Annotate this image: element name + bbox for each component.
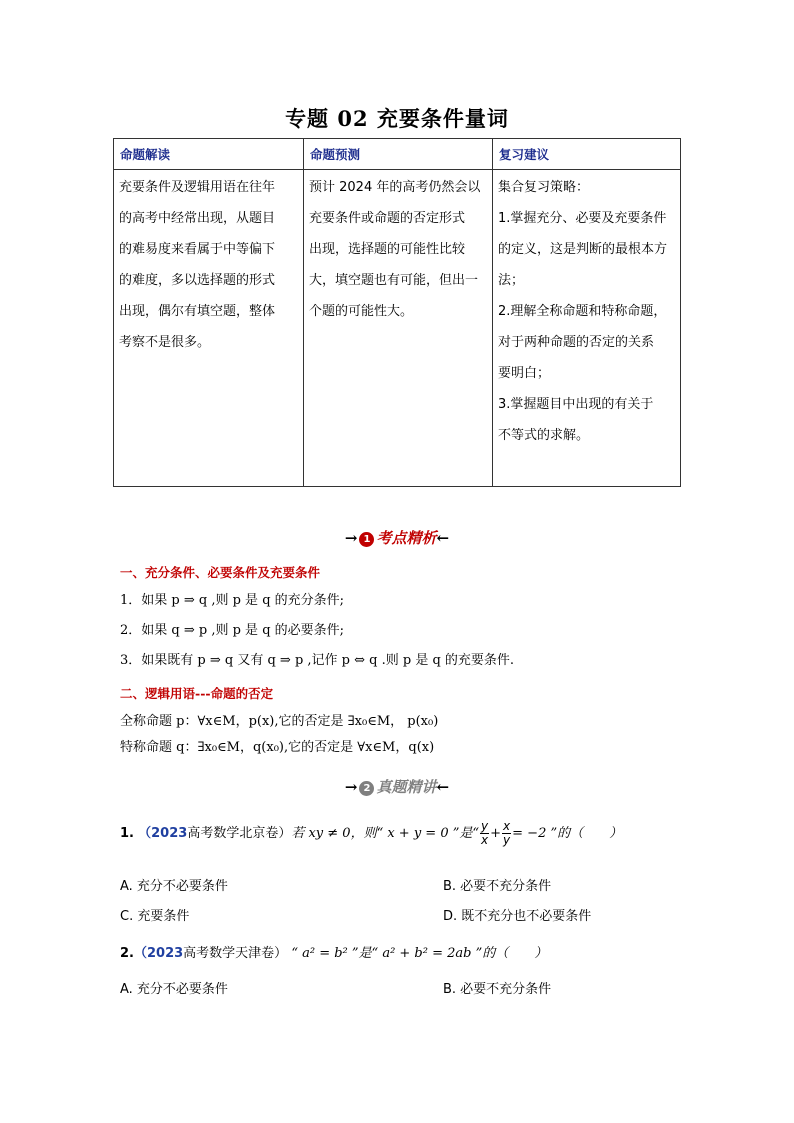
cell-text-line: 出现，偶尔有填空题，整体 bbox=[119, 304, 276, 319]
cell-text-line: 3.掌握题目中出现的有关于 bbox=[498, 397, 654, 412]
topic2-item: 全称命题 p：∀x∈M，p(x),它的否定是 ∃x₀∈M， p(x₀) bbox=[120, 714, 439, 729]
question-1-stem bbox=[120, 820, 622, 847]
cell-text-line: 的定义，这是判断的最根本方 bbox=[498, 242, 668, 257]
question-stem-part: 若 xy ≠ 0，则“ x + y = 0 ”是“ bbox=[291, 826, 480, 841]
arrow-left-icon: ← bbox=[436, 529, 450, 547]
fraction-y-over-x bbox=[480, 820, 489, 847]
option-b: B. 必要不充分条件 bbox=[443, 879, 552, 894]
cell-text-line: 1.掌握充分、必要及充要条件 bbox=[498, 211, 667, 226]
cell-text-line: 要明白； bbox=[498, 366, 551, 381]
table-row bbox=[114, 170, 681, 487]
table-header-row bbox=[114, 139, 681, 170]
fraction-denominator: y bbox=[503, 833, 511, 847]
cell-text-line: 对于两种命题的否定的关系 bbox=[498, 335, 655, 350]
question-number: 2. bbox=[120, 946, 134, 961]
question-source-year: （2023 bbox=[133, 946, 184, 961]
arrow-left-icon: ← bbox=[436, 778, 450, 796]
cell-text-line: 预计 2024 年的高考仍然会以 bbox=[309, 180, 481, 195]
cell-text-line: 法； bbox=[498, 273, 525, 288]
overview-table bbox=[113, 138, 681, 487]
question-source: 高考数学天津卷） bbox=[183, 946, 288, 961]
plus-sign: + bbox=[490, 826, 502, 841]
interpretation-cell bbox=[114, 170, 304, 487]
header-prediction: 命题预测 bbox=[304, 139, 493, 170]
cell-text-line: 充要条件及逻辑用语在往年 bbox=[119, 180, 276, 195]
section-label: 考点精析 bbox=[376, 529, 437, 547]
question-stem-part: “ a² = b² ”是“ a² + b² = 2ab ”的（ ） bbox=[291, 946, 548, 961]
question-number: 1. bbox=[120, 826, 134, 841]
fraction-numerator: y bbox=[481, 819, 489, 833]
topic1-item: 3．如果既有 p ⇒ q 又有 q ⇒ p ,记作 p ⇔ q .则 p 是 q 的充要条件. bbox=[120, 653, 515, 668]
page-title: 专题 02 充要条件量词 bbox=[285, 106, 509, 131]
topic1-item: 1．如果 p ⇒ q ,则 p 是 q 的充分条件; bbox=[120, 593, 345, 608]
section-heading-real-questions bbox=[0, 776, 794, 797]
review-advice-cell bbox=[493, 170, 681, 487]
topic2-item: 特称命题 q：∃x₀∈M，q(x₀),它的否定是 ∀x∈M，q(x) bbox=[120, 740, 435, 755]
question-2-stem bbox=[120, 942, 547, 961]
arrow-right-icon: → bbox=[344, 529, 358, 547]
cell-text-line: 考察不是很多。 bbox=[119, 335, 211, 350]
question-source: 高考数学北京卷） bbox=[187, 826, 292, 841]
cell-text-line: 集合复习策略： bbox=[498, 180, 590, 195]
cell-text-line: 不等式的求解。 bbox=[498, 428, 590, 443]
number-badge-icon: 1 bbox=[359, 532, 374, 547]
cell-text-line: 的难易度来看属于中等偏下 bbox=[119, 242, 276, 257]
number-badge-icon: 2 bbox=[359, 781, 374, 796]
cell-text-line: 2.理解全称命题和特称命题， bbox=[498, 304, 667, 319]
fraction-x-over-y bbox=[502, 820, 511, 847]
fraction-numerator: x bbox=[503, 819, 511, 833]
section-label: 真题精讲 bbox=[376, 778, 437, 796]
option-a: A. 充分不必要条件 bbox=[120, 879, 228, 894]
topic2-heading: 二、逻辑用语---命题的否定 bbox=[120, 686, 274, 701]
prediction-cell bbox=[304, 170, 493, 487]
question-source-year: （2023 bbox=[138, 826, 188, 841]
option-d: D. 既不充分也不必要条件 bbox=[443, 909, 592, 924]
topic1-heading: 一、充分条件、必要条件及充要条件 bbox=[120, 565, 321, 580]
arrow-right-icon: → bbox=[344, 778, 358, 796]
option-b: B. 必要不充分条件 bbox=[443, 982, 552, 997]
section-heading-key-points bbox=[0, 527, 794, 548]
option-a: A. 充分不必要条件 bbox=[120, 982, 228, 997]
cell-text-line: 个题的可能性大。 bbox=[309, 304, 414, 319]
header-interpretation: 命题解读 bbox=[114, 139, 304, 170]
cell-text-line: 的高考中经常出现，从题目 bbox=[119, 211, 276, 226]
cell-text-line: 的难度，多以选择题的形式 bbox=[119, 273, 276, 288]
fraction-denominator: x bbox=[481, 833, 489, 847]
cell-text-line: 大，填空题也有可能，但出一 bbox=[309, 273, 479, 288]
option-c: C. 充要条件 bbox=[120, 909, 190, 924]
question-stem-part: = −2 ”的（ ） bbox=[512, 826, 623, 841]
cell-text-line: 充要条件或命题的否定形式 bbox=[309, 211, 466, 226]
cell-text-line: 出现，选择题的可能性比较 bbox=[309, 242, 466, 257]
header-review-advice: 复习建议 bbox=[493, 139, 681, 170]
topic1-item: 2．如果 q ⇒ p ,则 p 是 q 的必要条件; bbox=[120, 623, 345, 638]
